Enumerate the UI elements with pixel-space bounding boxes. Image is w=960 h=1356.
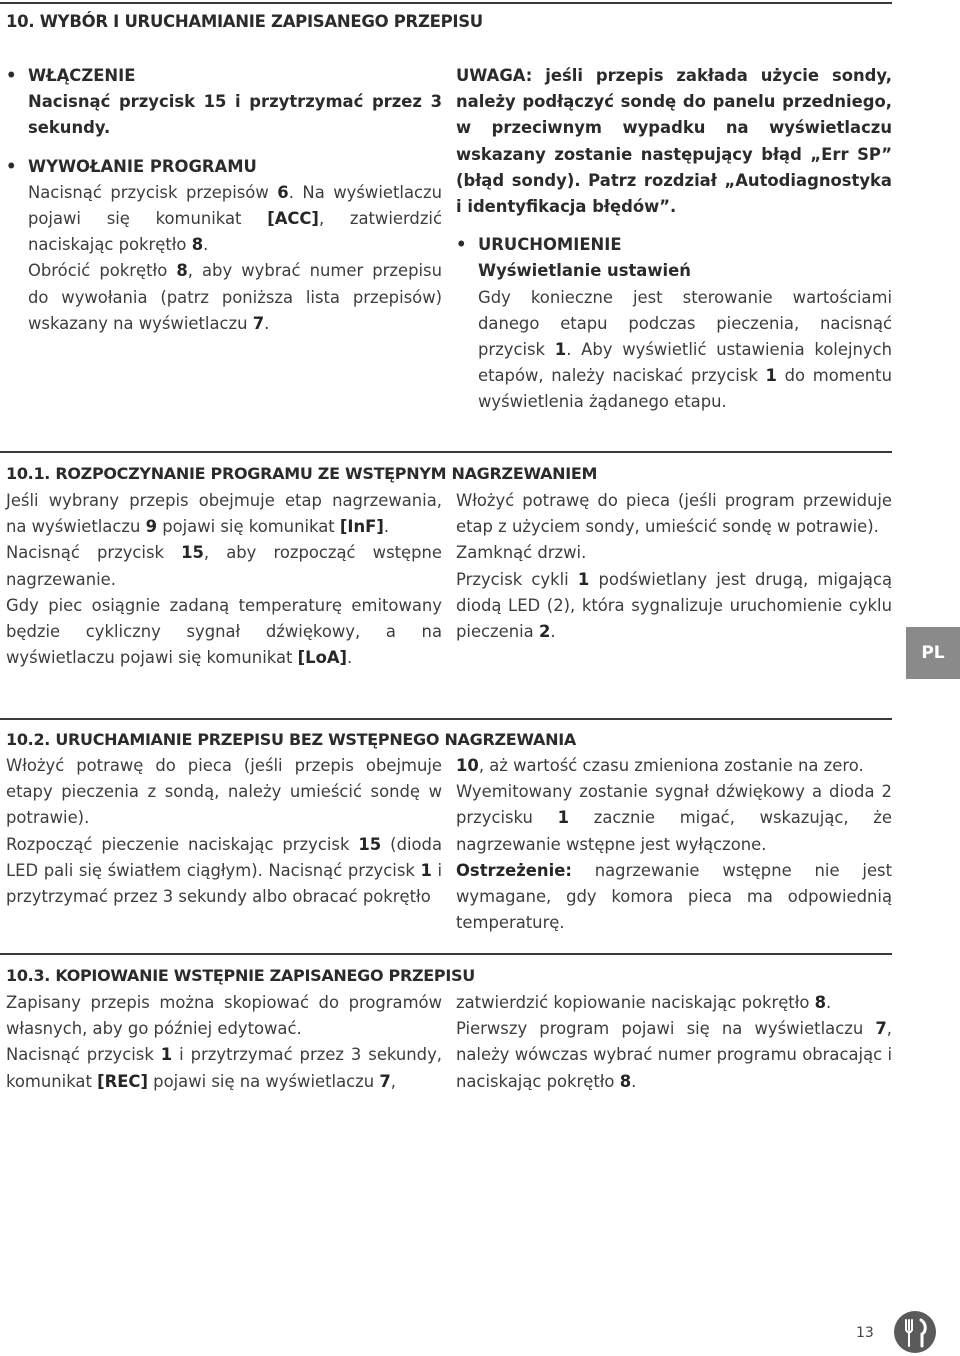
s103-left-p1: Zapisany przepis można skopiować do programów własnych, aby go później edytować.: [6, 993, 442, 1039]
section-10-3-left-column: [6, 990, 442, 1095]
s101-right-p2: Zamknąć drzwi.: [456, 543, 587, 563]
bullet-start: [456, 232, 892, 415]
s101-left-p3: Gdy piec osiągnie zadaną temperaturę emitowany będzie cykliczny sygnał dźwiękowy, a na wyświetlaczu pojawi się komunikat [LoA].: [6, 595, 442, 668]
section-10-title: 10. WYBÓR I URUCHAMIANIE ZAPISANEGO PRZEPISU: [6, 12, 483, 31]
section-10-2-rule: [0, 718, 892, 720]
probe-warning: UWAGA: jeśli przepis zakłada użycie sondy, należy podłączyć sondę do panelu przedniego, w przeciwnym wypadku na wyświetlaczu wskazany zostanie następujący błąd „Err SP” (błąd sondy). Patrz rozdział „Autodiagnostyka i identyfikacja błędów”.: [456, 66, 892, 217]
s101-right-p3: Przycisk cykli 1 podświetlany jest drugą, migającą diodą LED (2), która sygnalizuje uruchomienie cyklu pieczenia 2.: [456, 569, 893, 642]
s102-right-p2: Wyemitowany zostanie sygnał dźwiękowy a dioda 2 przycisku 1 zacznie migać, wskazując, że nagrzewanie wstępne jest wyłączone.: [456, 782, 892, 854]
call-paragraph-1: Nacisnąć przycisk przepisów 6. Na wyświetlaczu pojawi się komunikat [ACC], zatwierdzić naciskając pokrętło 8.: [28, 182, 442, 255]
section-10-3-title: 10.3. KOPIOWANIE WSTĘPNIE ZAPISANEGO PRZEPISU: [6, 966, 475, 985]
start-subtitle: Wyświetlanie ustawień: [478, 261, 691, 281]
s101-right-p1: Włożyć potrawę do pieca (jeśli program przewiduje etap z użyciem sondy, umieścić sondę w potrawie).: [456, 491, 892, 537]
section-10-1-right-column: [456, 488, 892, 645]
start-paragraph: Gdy konieczne jest sterowanie wartościami danego etapu podczas pieczenia, nacisnąć przycisk 1. Aby wyświetlić ustawienia kolejnych etapów, należy naciskać przycisk 1 do momentu wyświetlenia żądanego etapu.: [478, 287, 892, 412]
s103-left-p2: Nacisnąć przycisk 1 i przytrzymać przez 3 sekundy, komunikat [REC] pojawi się na wyświetlaczu 7,: [6, 1045, 442, 1091]
section-10-2-title: 10.2. URUCHAMIANIE PRZEPISU BEZ WSTĘPNEGO NAGRZEWANIA: [6, 730, 576, 749]
bullet-call-program: [6, 154, 442, 337]
section-10-left-column: [6, 63, 442, 337]
section-10-right-column: [456, 63, 892, 416]
bullet-on: [6, 63, 442, 142]
s102-right-p1: 10, aż wartość czasu zmieniona zostanie na zero.: [456, 756, 864, 775]
call-paragraph-2: Obrócić pokrętło 8, aby wybrać numer przepisu do wywołania (patrz poniższa lista przepisów) wskazany na wyświetlaczu 7.: [28, 261, 442, 333]
section-10-1-title: 10.1. ROZPOCZYNANIE PROGRAMU ZE WSTĘPNYM NAGRZEWANIEM: [6, 464, 598, 483]
s101-left-p1: Jeśli wybrany przepis obejmuje etap nagrzewania, na wyświetlaczu 9 pojawi się komunikat [InF].: [6, 491, 442, 537]
s102-left-p1: Włożyć potrawę do pieca (jeśli przepis obejmuje etapy pieczenia z sondą, należy umieścić sondę w potrawie).: [6, 756, 442, 828]
language-tab-pl: PL: [906, 627, 960, 679]
start-title: • URUCHOMIENIE: [478, 235, 622, 255]
top-rule: [0, 2, 892, 4]
s101-left-p2: Nacisnąć przycisk 15, aby rozpocząć wstępne nagrzewanie.: [6, 543, 442, 589]
s103-right-p2: Pierwszy program pojawi się na wyświetlaczu 7, należy wówczas wybrać numer programu obracając i naciskając pokrętło 8.: [456, 1019, 892, 1091]
section-10-2-left-column: [6, 753, 442, 910]
page-number: 13: [856, 1325, 874, 1341]
fork-knife-icon: [893, 1310, 937, 1354]
s103-right-p1: zatwierdzić kopiowanie naciskając pokrętło 8.: [456, 993, 832, 1012]
call-title: • WYWOŁANIE PROGRAMU: [28, 156, 257, 176]
section-10-1-left-column: [6, 488, 442, 671]
section-10-1-rule: [0, 451, 892, 453]
on-title: • WŁĄCZENIE: [28, 66, 136, 85]
s102-left-p2: Rozpocząć pieczenie naciskając przycisk 15 (dioda LED pali się światłem ciągłym). Nacisnąć przycisk 1 i przytrzymać przez 3 sekundy albo obracać pokrętło: [6, 834, 442, 907]
section-10-3-rule: [0, 953, 892, 955]
section-10-2-right-column: [456, 753, 892, 936]
section-10-3-right-column: [456, 990, 892, 1095]
s102-right-p3: Ostrzeżenie: nagrzewanie wstępne nie jest wymagane, gdy komora pieca ma odpowiednią temperaturę.: [456, 860, 892, 933]
on-text: Nacisnąć przycisk 15 i przytrzymać przez 3 sekundy.: [28, 92, 442, 138]
